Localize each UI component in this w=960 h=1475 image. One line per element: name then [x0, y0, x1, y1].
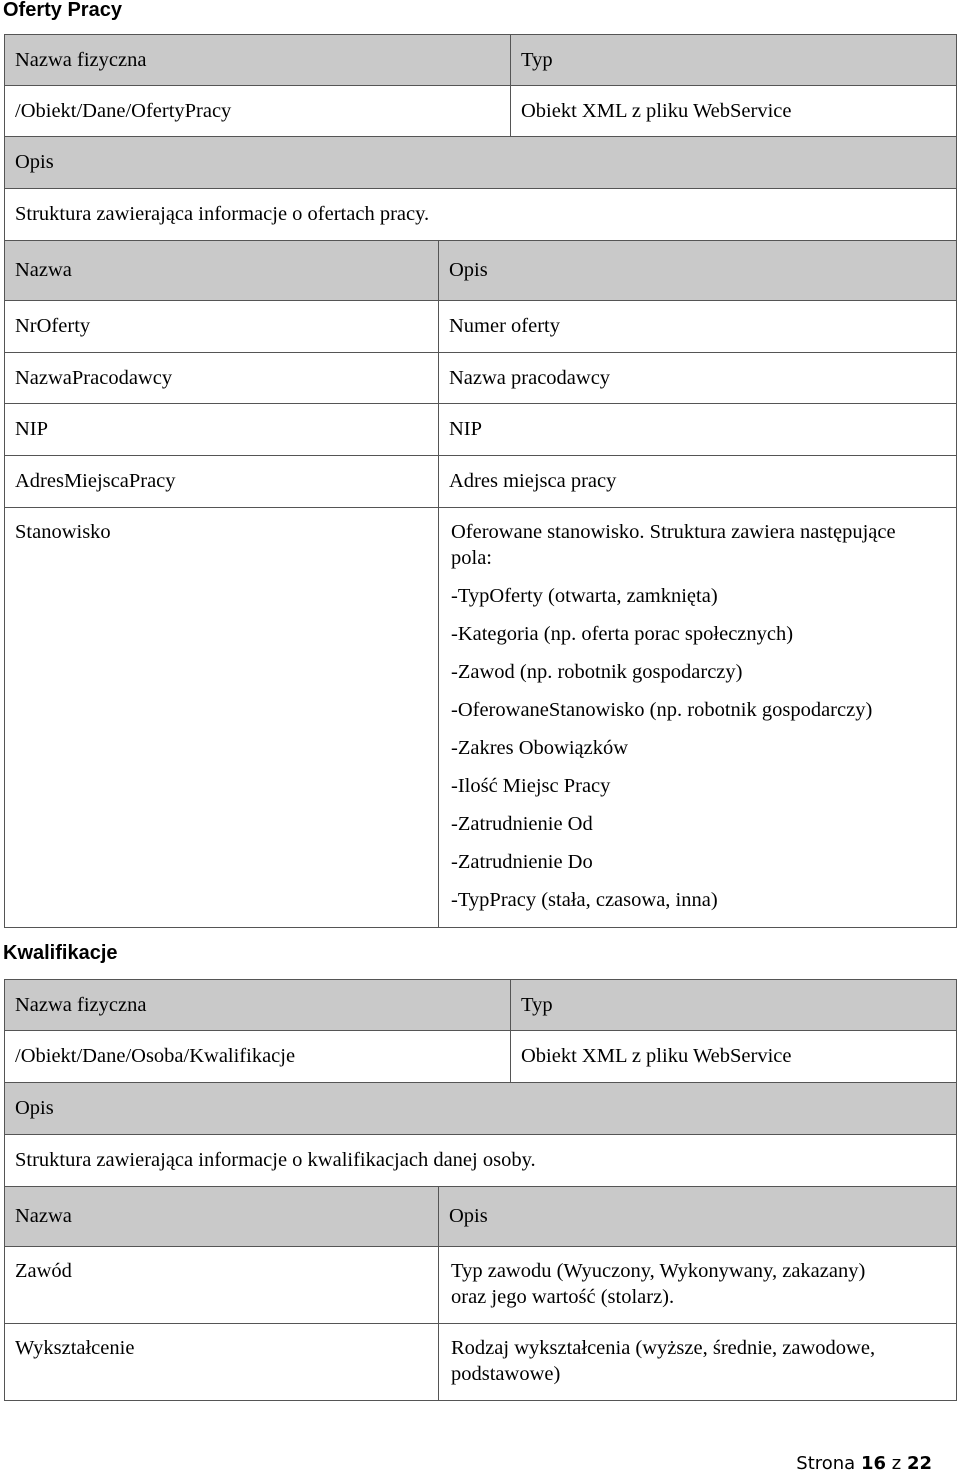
table-row-desc-line: Typ zawodu (Wyuczony, Wykonywany, zakazany)	[451, 1260, 866, 1282]
col-header-name: Nazwa	[15, 259, 72, 281]
physical-name-value: /Obiekt/Dane/OfertyPracy	[15, 100, 232, 122]
stanowisko-desc-line: Oferowane stanowisko. Struktura zawiera następujące	[451, 521, 896, 543]
physical-name-header: Nazwa fizyczna	[15, 994, 147, 1016]
stanowisko-desc-line: -Zakres Obowiązków	[451, 737, 629, 759]
total-pages: 22	[906, 1453, 932, 1474]
table-row-name: Zawód	[15, 1260, 72, 1282]
col-header-name: Nazwa	[15, 1205, 72, 1227]
page-footer	[796, 1453, 932, 1474]
table-row-name: Wykształcenie	[15, 1337, 135, 1359]
section-title-oferty: Oferty Pracy	[3, 0, 122, 21]
section-title-kwalifikacje: Kwalifikacje	[3, 942, 118, 964]
table-row-name: Stanowisko	[15, 521, 111, 543]
stanowisko-desc-line: -Kategoria (np. oferta porac społecznych)	[451, 623, 794, 645]
table-row-desc: NIP	[449, 418, 483, 440]
table-row-name: NrOferty	[15, 315, 91, 337]
desc-header: Opis	[15, 1097, 54, 1119]
stanowisko-desc-line: -OferowaneStanowisko (np. robotnik gospodarczy)	[451, 699, 873, 721]
page-number: 16	[860, 1453, 887, 1474]
type-value: Obiekt XML z pliku WebService	[521, 100, 792, 122]
table-row-name: NIP	[15, 418, 49, 440]
table-row-desc: Adres miejsca pracy	[449, 470, 617, 492]
desc-value: Struktura zawierająca informacje o kwalifikacjach danej osoby.	[15, 1149, 536, 1171]
stanowisko-desc-line: -Ilość Miejsc Pracy	[451, 775, 611, 797]
col-header-opis: Opis	[449, 259, 488, 281]
physical-name-value: /Obiekt/Dane/Osoba/Kwalifikacje	[15, 1045, 296, 1067]
stanowisko-desc-line: -TypOferty (otwarta, zamknięta)	[451, 585, 718, 607]
stanowisko-desc-line: pola:	[451, 547, 492, 569]
table-row-desc: Nazwa pracodawcy	[449, 367, 611, 389]
type-header: Typ	[521, 49, 553, 71]
table-row-desc-line: Rodzaj wykształcenia (wyższe, średnie, zawodowe,	[451, 1337, 876, 1359]
table-row-name: AdresMiejscaPracy	[15, 470, 176, 492]
table-row-desc-line: podstawowe)	[451, 1363, 561, 1385]
table-row-desc-line: oraz jego wartość (stolarz).	[451, 1286, 675, 1308]
stanowisko-desc-line: -Zatrudnienie Od	[451, 813, 593, 835]
of-word: z	[891, 1453, 902, 1474]
stanowisko-desc-line: -Zatrudnienie Do	[451, 851, 593, 873]
desc-header: Opis	[15, 151, 54, 173]
physical-name-header: Nazwa fizyczna	[15, 49, 147, 71]
type-value: Obiekt XML z pliku WebService	[521, 1045, 792, 1067]
desc-value: Struktura zawierająca informacje o ofertach pracy.	[15, 203, 430, 225]
stanowisko-desc-line: -TypPracy (stała, czasowa, inna)	[451, 889, 718, 911]
col-header-opis: Opis	[449, 1205, 488, 1227]
page-word: Strona	[796, 1453, 856, 1474]
table-row-desc: Numer oferty	[449, 315, 560, 337]
stanowisko-desc-line: -Zawod (np. robotnik gospodarczy)	[451, 661, 743, 683]
table-row-name: NazwaPracodawcy	[15, 367, 173, 389]
type-header: Typ	[521, 994, 553, 1016]
